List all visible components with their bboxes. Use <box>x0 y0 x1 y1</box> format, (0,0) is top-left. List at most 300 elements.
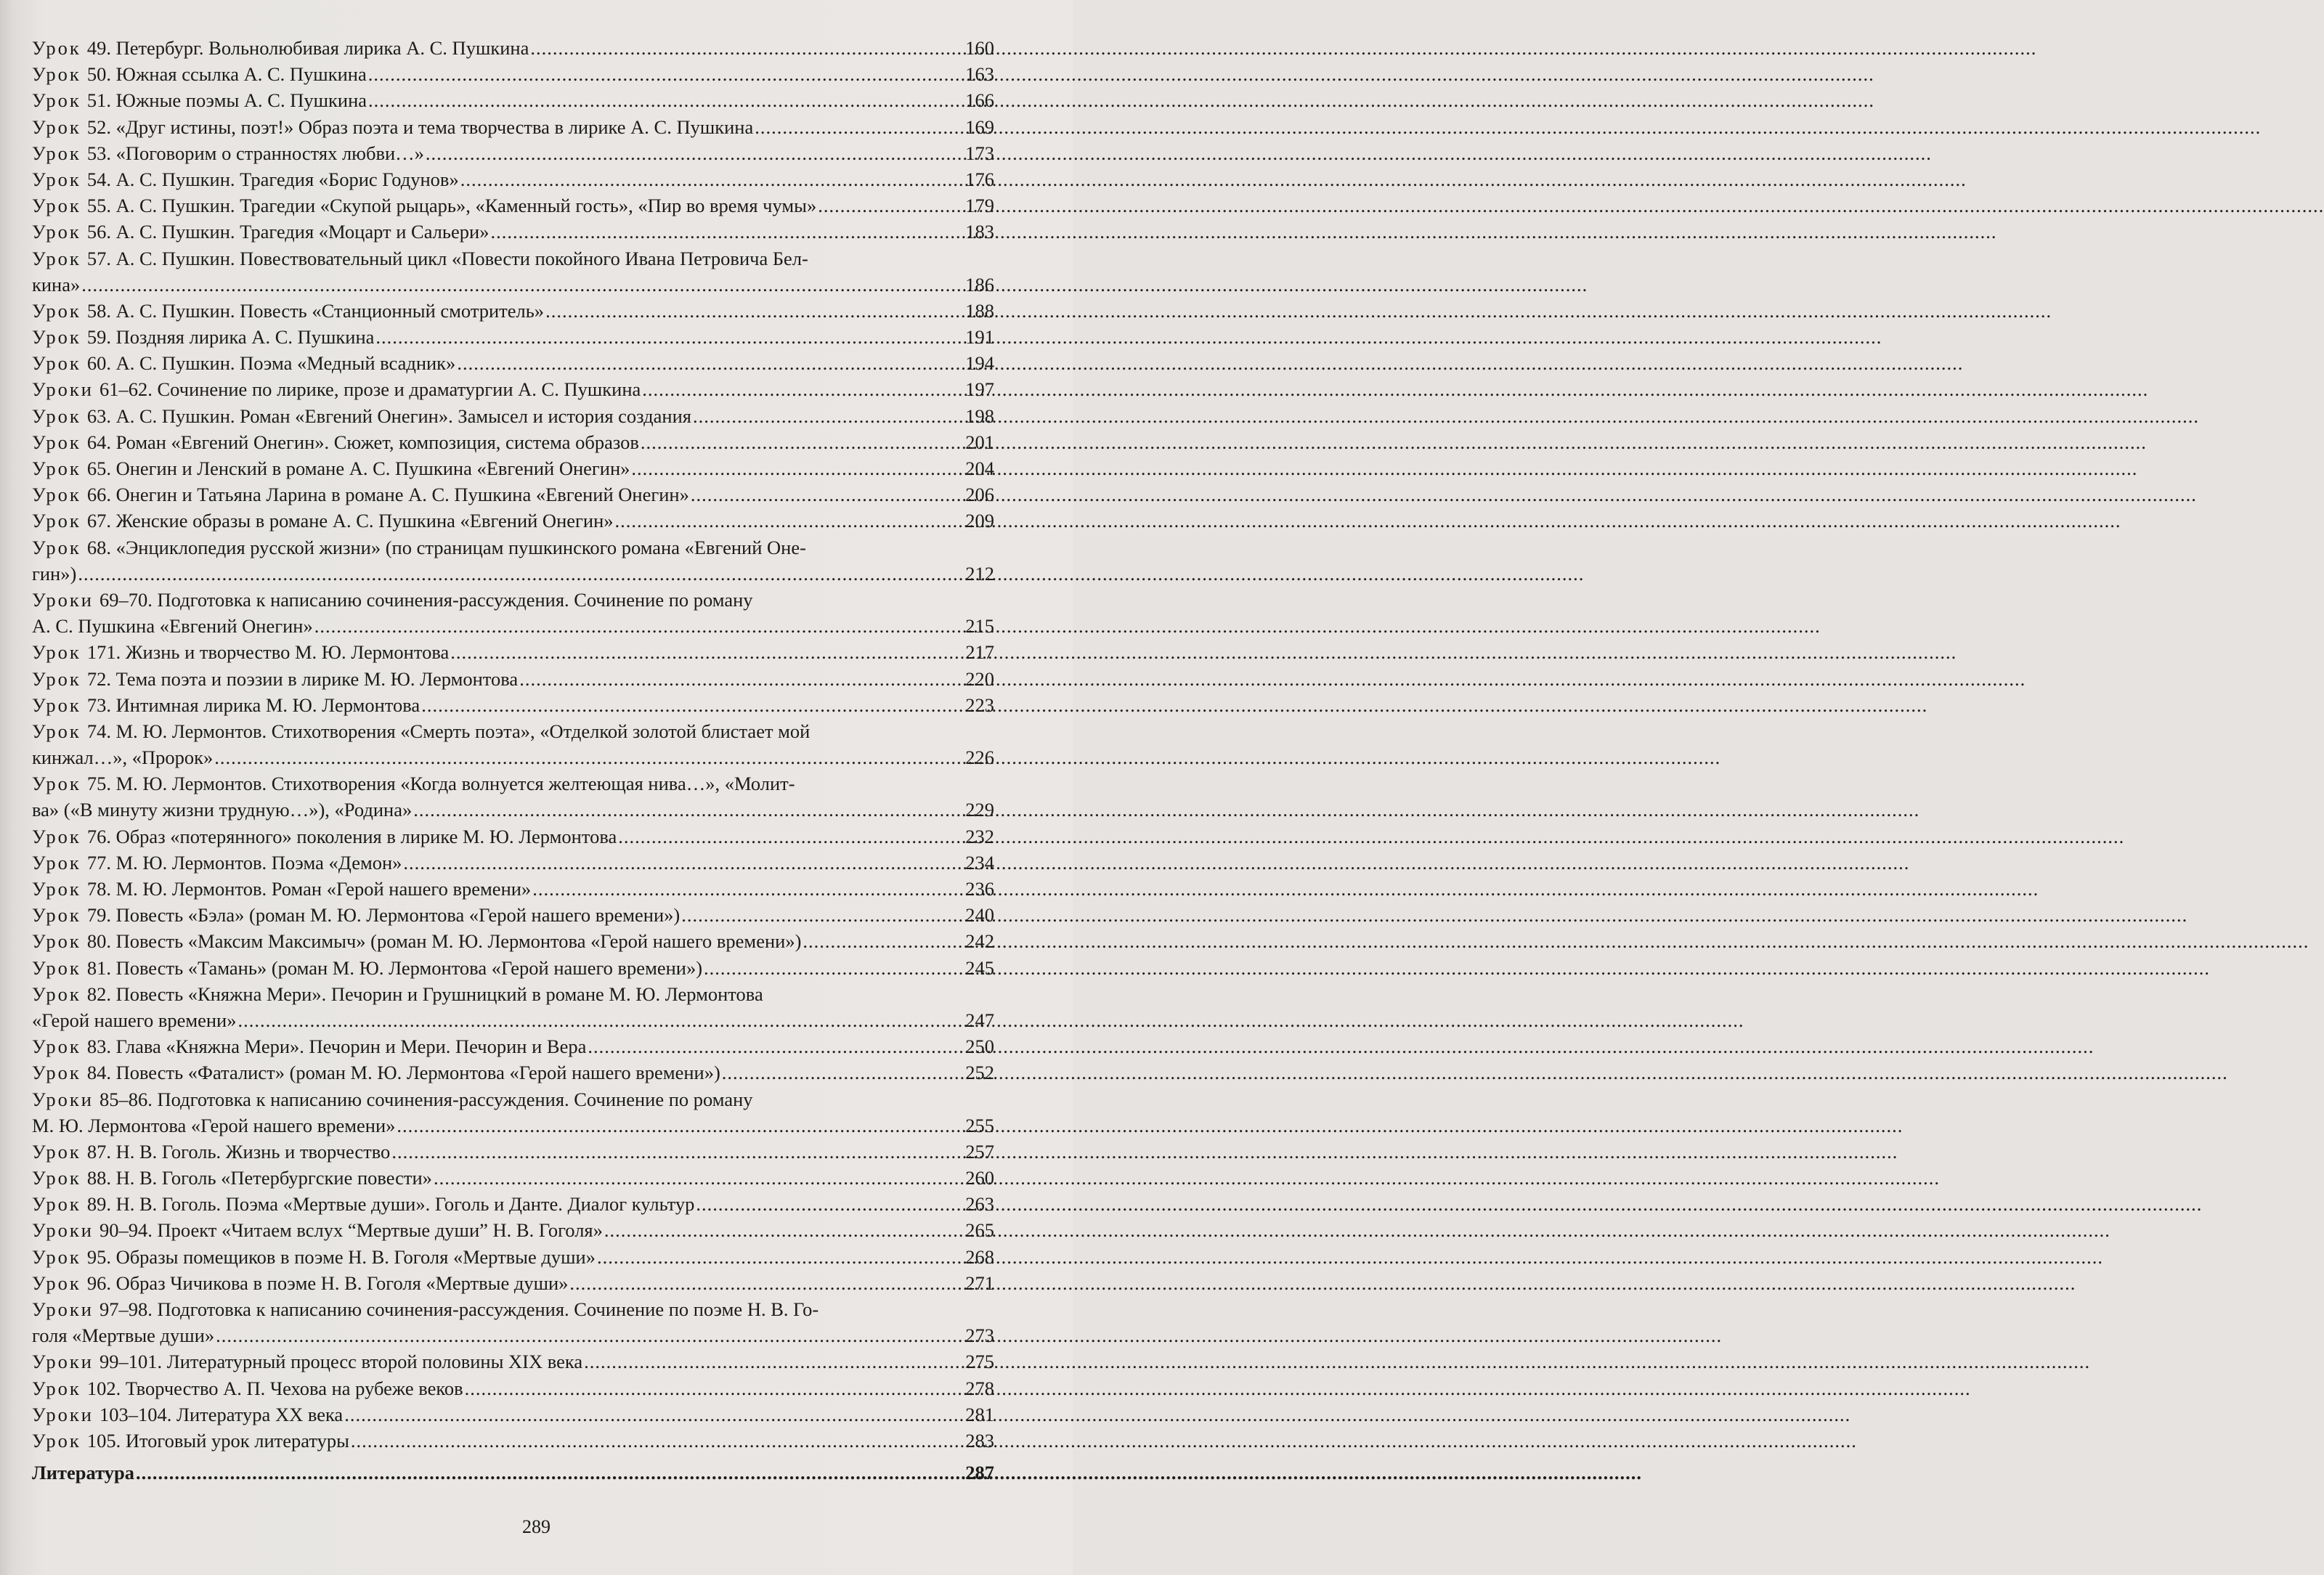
toc-entry-page: 198 <box>965 404 994 427</box>
toc-entry-label: Урок <box>32 404 81 427</box>
toc-entry <box>32 219 994 245</box>
toc-leader-dots <box>532 876 964 902</box>
toc-entry-text <box>32 481 689 508</box>
toc-entry-title: 80. Повесть «Максим Максимыч» (роман М. Ю. Лермонтова «Герой нашего времени») <box>86 930 802 953</box>
toc-entry-title: 97–98. Подготовка к написанию сочинения-рассуждения. Сочинение по поэме Н. В. Го- <box>99 1298 819 1320</box>
toc-entry-label: Урок <box>32 1245 81 1268</box>
toc-leader-dots <box>450 639 964 665</box>
toc-entry <box>32 1165 994 1191</box>
toc-entry-text <box>32 1217 603 1243</box>
toc-leader-dots <box>545 298 964 324</box>
toc-leader-dots <box>238 1007 964 1033</box>
toc-entry-page: 240 <box>965 904 994 927</box>
toc-entry-title: 96. Образ Чичикова в поэме Н. В. Гоголя «Мертвые души» <box>86 1271 569 1294</box>
toc-entry-title: 61–62. Сочинение по лирике, прозе и драматургии А. С. Пушкина <box>99 378 641 401</box>
toc-entry-text <box>32 35 529 61</box>
toc-entry-label: Урок <box>32 720 81 742</box>
toc-entry-title: 52. «Друг истины, поэт!» Образ поэта и тема творчества в лирике А. С. Пушкина <box>86 115 754 138</box>
toc-entry-title: 77. М. Ю. Лермонтов. Поэма «Демон» <box>86 851 402 874</box>
toc-entry-text <box>32 245 994 272</box>
toc-entry-page: 191 <box>965 326 994 349</box>
toc-entry-title: 82. Повесть «Княжна Мери». Печорин и Грушницкий в романе М. Ю. Лермонтова <box>86 982 763 1005</box>
toc-entry-text <box>32 770 994 797</box>
toc-leader-dots <box>597 1244 964 1270</box>
toc-leader-dots <box>413 797 964 823</box>
toc-entry <box>32 114 994 140</box>
toc-entry <box>32 376 994 402</box>
toc-entry-title: 85–86. Подготовка к написанию сочинения-рассуждения. Сочинение по роману <box>99 1088 753 1110</box>
toc-entry <box>32 534 994 561</box>
toc-leader-dots <box>588 1033 964 1059</box>
toc-leader-dots <box>397 1112 964 1139</box>
toc-entry-label: Урок <box>32 247 81 269</box>
toc-entry-title: 69–70. Подготовка к написанию сочинения-рассуждения. Сочинение по роману <box>99 588 753 611</box>
toc-entry-text <box>32 1086 994 1112</box>
toc-entry-label: Урок <box>32 195 81 217</box>
toc-entry-label: Урок <box>32 693 81 716</box>
toc-entry-title: кина» <box>32 273 81 296</box>
toc-entry-title: 54. А. С. Пушкин. Трагедия «Борис Годунов» <box>86 168 459 190</box>
toc-entry <box>32 403 994 429</box>
toc-leader-dots <box>368 87 964 113</box>
toc-leader-dots <box>81 272 964 298</box>
toc-entry-title: голя «Мертвые души» <box>32 1324 215 1347</box>
toc-entry-label: Урок <box>32 115 81 138</box>
toc-entry-text <box>32 902 680 928</box>
toc-entry-text <box>32 561 76 587</box>
toc-leader-dots <box>351 1428 964 1454</box>
toc-entry-text <box>32 429 639 455</box>
toc-entry <box>32 1112 994 1139</box>
toc-entry-text <box>32 692 420 718</box>
toc-entry-text <box>32 1007 237 1033</box>
toc-entry-text <box>32 1375 463 1401</box>
toc-entry-label: Урок <box>32 1140 81 1163</box>
toc-entry-text <box>32 272 80 298</box>
toc-leader-dots <box>421 692 964 718</box>
toc-entry <box>32 1296 994 1322</box>
toc-entry <box>32 508 994 534</box>
toc-entry <box>32 613 994 639</box>
toc-entry-title: 53. «Поговорим о странностях любви…» <box>86 142 424 164</box>
toc-entry-text <box>32 455 630 481</box>
toc-entry-label: Уроки <box>32 1219 94 1242</box>
toc-entry-page: 173 <box>965 142 994 164</box>
toc-leader-dots <box>344 1401 964 1428</box>
toc-entry-page: 242 <box>965 930 994 953</box>
toc-entry-label: Урок <box>32 851 81 874</box>
toc-entry <box>32 455 994 481</box>
toc-entry-label: Урок <box>32 773 81 795</box>
toc-entry-label: Уроки <box>32 1088 94 1110</box>
toc-leader-dots <box>693 403 964 429</box>
toc-entry-title: 72. Тема поэта и поэзии в лирике М. Ю. Лермонтова <box>86 667 519 690</box>
toc-entry-text <box>32 850 402 876</box>
toc-leader-dots <box>216 1322 964 1348</box>
toc-entry-page: 201 <box>965 431 994 453</box>
toc-entry-page: 183 <box>965 221 994 243</box>
toc-entry <box>32 140 994 166</box>
toc-leader-dots <box>368 61 964 87</box>
toc-entry <box>32 429 994 455</box>
toc-entry-page: 265 <box>965 1219 994 1242</box>
toc-leader-dots <box>434 1165 964 1191</box>
toc-entry <box>32 1270 994 1296</box>
toc-entry-title: 58. А. С. Пушкин. Повесть «Станционный смотритель» <box>86 299 545 322</box>
toc-entry-title: 60. А. С. Пушкин. Поэма «Медный всадник» <box>86 352 456 375</box>
toc-entry-page: 194 <box>965 352 994 375</box>
toc-leader-dots <box>641 429 964 455</box>
toc-entry-page: 283 <box>965 1429 994 1452</box>
toc-entry-text <box>32 718 994 744</box>
toc-entry-label: Урок <box>32 510 81 532</box>
toc-entry-title: 50. Южная ссылка А. С. Пушкина <box>86 63 367 86</box>
toc-entry-text <box>32 981 994 1007</box>
toc-entry-text <box>32 61 367 87</box>
toc-entry-text <box>32 823 617 850</box>
toc-entry-page: 197 <box>965 378 994 401</box>
toc-entry-text <box>32 376 641 402</box>
toc-leader-dots <box>375 324 964 350</box>
toc-entry-page: 271 <box>965 1271 994 1294</box>
toc-entry-page: 281 <box>965 1403 994 1425</box>
toc-entry-page: 260 <box>965 1167 994 1189</box>
toc-entry-text <box>32 350 455 376</box>
toc-entry <box>32 87 994 113</box>
toc-leader-dots <box>722 1059 964 1086</box>
toc-entry-text <box>32 1270 568 1296</box>
toc-leader-dots <box>642 376 964 402</box>
toc-leader-dots <box>465 1375 964 1401</box>
toc-entry-text <box>32 797 412 823</box>
toc-entry-text <box>32 876 531 902</box>
toc-entry-page: 229 <box>965 799 994 821</box>
toc-entry-title: 83. Глава «Княжна Мери». Печорин и Мери. Печорин и Вера <box>86 1035 587 1058</box>
toc-entry <box>32 902 994 928</box>
toc-entry-title: 81. Повесть «Тамань» (роман М. Ю. Лермонтова «Герой нашего времени») <box>86 956 703 979</box>
toc-entry-text <box>32 1191 694 1217</box>
toc-entry-page: 212 <box>965 562 994 585</box>
toc-entry-page: 179 <box>965 195 994 217</box>
toc-entry <box>32 481 994 508</box>
toc-entry-page: 163 <box>965 63 994 86</box>
toc-leader-dots <box>569 1270 964 1296</box>
toc-entry-text <box>32 1112 395 1139</box>
toc-entry <box>32 1375 994 1401</box>
toc-entry-page: 223 <box>965 693 994 716</box>
toc-leader-dots <box>403 850 964 876</box>
toc-entry-label: Урок <box>32 299 81 322</box>
toc-entry <box>32 350 994 376</box>
toc-entry-label: Урок <box>32 326 81 349</box>
toc-entry <box>32 166 994 192</box>
toc-entry <box>32 692 994 718</box>
table-of-contents <box>32 35 994 1486</box>
toc-entry-title: 79. Повесть «Бэла» (роман М. Ю. Лермонтова «Герой нашего времени») <box>86 904 680 927</box>
toc-leader-dots <box>136 1460 964 1486</box>
toc-entry-label: Урок <box>32 168 81 190</box>
toc-entry-label: Урок <box>32 641 81 664</box>
toc-entry <box>32 324 994 350</box>
toc-entry-title: 90–94. Проект «Читаем вслух “Мертвые души” Н. В. Гоголя» <box>99 1219 603 1242</box>
toc-leader-dots <box>314 613 964 639</box>
toc-entry-text <box>32 613 313 639</box>
toc-entry-label: Урок <box>32 457 81 479</box>
toc-entry-label: Урок <box>32 956 81 979</box>
toc-entry-title: 78. М. Ю. Лермонтов. Роман «Герой нашего времени» <box>86 878 532 900</box>
toc-entry-label: Урок <box>32 1167 81 1189</box>
toc-entry-text <box>32 744 213 770</box>
toc-entry-page: 250 <box>965 1035 994 1058</box>
toc-entry-label: Урок <box>32 930 81 953</box>
toc-entry <box>32 955 994 981</box>
toc-entry-label: Урок <box>32 89 81 112</box>
toc-entry-label: Урок <box>32 982 81 1005</box>
toc-entry-text <box>32 1165 432 1191</box>
toc-entry-page: 188 <box>965 299 994 322</box>
toc-entry-page: 247 <box>965 1009 994 1031</box>
toc-entry-title: 171. Жизнь и творчество М. Ю. Лермонтова <box>86 641 450 664</box>
toc-entry <box>32 876 994 902</box>
toc-entry-label: Урок <box>32 1271 81 1294</box>
toc-entry-title: 59. Поздняя лирика А. С. Пушкина <box>86 326 375 349</box>
toc-entry <box>32 1191 994 1217</box>
toc-leader-dots <box>696 1191 964 1217</box>
toc-entry-title: 49. Петербург. Вольнолюбивая лирика А. С. Пушкина <box>86 37 529 59</box>
toc-entry-title: 63. А. С. Пушкин. Роман «Евгений Онегин». Замысел и история создания <box>86 404 691 427</box>
toc-entry-page: 234 <box>965 851 994 874</box>
toc-entry-page: 273 <box>965 1324 994 1347</box>
toc-entry <box>32 587 994 613</box>
toc-entry-title: 66. Онегин и Татьяна Ларина в романе А. С. Пушкина «Евгений Онегин» <box>86 484 689 506</box>
toc-leader-dots <box>426 140 964 166</box>
toc-entry-title: 73. Интимная лирика М. Ю. Лермонтова <box>86 693 420 716</box>
toc-entry <box>32 1244 994 1270</box>
toc-entry <box>32 1139 994 1165</box>
toc-entry-title: 55. А. С. Пушкин. Трагедии «Скупой рыцарь», «Каменный гость», «Пир во время чумы» <box>86 195 817 217</box>
toc-entry-page: 215 <box>965 615 994 638</box>
toc-entry-text <box>32 1401 343 1428</box>
toc-entry <box>32 981 994 1007</box>
toc-entry-text <box>32 403 691 429</box>
toc-leader-dots <box>460 166 964 192</box>
toc-entry-title: 103–104. Литература XX века <box>99 1403 344 1425</box>
toc-entry <box>32 35 994 61</box>
toc-entry-label: Урок <box>32 536 81 558</box>
toc-entry <box>32 561 994 587</box>
toc-entry-page: 255 <box>965 1114 994 1136</box>
toc-leader-dots <box>490 219 964 245</box>
toc-entry-label: Урок <box>32 484 81 506</box>
toc-entry-title: ва» («В минуту жизни трудную…»), «Родина» <box>32 799 413 821</box>
toc-entry-title: 68. «Энциклопедия русской жизни» (по страницам пушкинского романа «Евгений Оне- <box>86 536 806 558</box>
toc-entry <box>32 1007 994 1033</box>
toc-entry-title: 75. М. Ю. Лермонтов. Стихотворения «Когда волнуется желтеющая нива…», «Молит- <box>86 773 795 795</box>
toc-entry-label: Урок <box>32 142 81 164</box>
toc-entry-label: Урок <box>32 431 81 453</box>
page-number: 289 <box>522 1516 550 1537</box>
toc-entry-label: Урок <box>32 1193 81 1216</box>
toc-leader-dots <box>631 455 964 481</box>
toc-entry <box>32 1033 994 1059</box>
toc-entry-text <box>32 166 459 192</box>
toc-leader-dots <box>391 1139 964 1165</box>
toc-entry <box>32 1217 994 1243</box>
toc-leader-dots <box>615 508 964 534</box>
toc-leader-dots <box>755 114 964 140</box>
toc-entry-label: Урок <box>32 221 81 243</box>
toc-entry <box>32 192 994 219</box>
toc-entry-page: 220 <box>965 667 994 690</box>
toc-entry <box>32 1401 994 1428</box>
toc-leader-dots <box>78 561 964 587</box>
toc-entry-text <box>32 1348 582 1375</box>
toc-entry-text <box>32 928 801 954</box>
toc-entry-page: 217 <box>965 641 994 664</box>
toc-leader-dots <box>604 1217 964 1243</box>
toc-literature-entry <box>32 1460 994 1486</box>
toc-entry-title: Литература <box>32 1462 135 1484</box>
toc-entry <box>32 850 994 876</box>
toc-entry <box>32 770 994 797</box>
toc-entry-page: 204 <box>965 457 994 479</box>
toc-entry-title: 76. Образ «потерянного» поколения в лирике М. Ю. Лермонтова <box>86 825 617 847</box>
toc-entry-text <box>32 1428 349 1454</box>
toc-entry-title: 105. Итоговый урок литературы <box>86 1429 349 1452</box>
toc-entry-label: Урок <box>32 1429 81 1452</box>
toc-entry-title: 88. Н. В. Гоголь «Петербургские повести» <box>86 1167 432 1189</box>
toc-entry <box>32 823 994 850</box>
toc-entry-text <box>32 324 374 350</box>
toc-entry-title: 64. Роман «Евгений Онегин». Сюжет, композиция, система образов <box>86 431 639 453</box>
toc-entry-title: 74. М. Ю. Лермонтов. Стихотворения «Смерть поэта», «Отделкой золотой блистает мой <box>86 720 810 742</box>
toc-entry-text <box>32 192 816 219</box>
toc-entry-page: 186 <box>965 273 994 296</box>
toc-entry-title: 87. Н. В. Гоголь. Жизнь и творчество <box>86 1140 391 1163</box>
toc-entry-text <box>32 1460 134 1486</box>
toc-entry-label: Уроки <box>32 1351 94 1373</box>
toc-entry-title: 51. Южные поэмы А. С. Пушкина <box>86 89 367 112</box>
toc-entry-text <box>32 1244 596 1270</box>
toc-leader-dots <box>618 823 964 850</box>
toc-leader-dots <box>457 350 964 376</box>
toc-entry-title: 95. Образы помещиков в поэме Н. В. Гоголя «Мертвые души» <box>86 1245 596 1268</box>
toc-entry-label: Уроки <box>32 1403 94 1425</box>
toc-entry-page: 206 <box>965 484 994 506</box>
toc-leader-dots <box>584 1348 964 1375</box>
toc-entry <box>32 1086 994 1112</box>
toc-entry-title: М. Ю. Лермонтова «Герой нашего времени» <box>32 1114 396 1136</box>
toc-leader-dots <box>704 955 964 981</box>
toc-leader-dots <box>681 902 964 928</box>
toc-entry-page: 287 <box>965 1462 994 1484</box>
toc-entry <box>32 61 994 87</box>
toc-entry-page: 160 <box>965 37 994 59</box>
toc-entry-title: 65. Онегин и Ленский в романе А. С. Пушкина «Евгений Онегин» <box>86 457 630 479</box>
toc-entry <box>32 666 994 692</box>
toc-entry-label: Уроки <box>32 1298 94 1320</box>
toc-entry-text <box>32 87 367 113</box>
toc-entry-page: 236 <box>965 878 994 900</box>
toc-entry-label: Урок <box>32 37 81 59</box>
toc-entry <box>32 298 994 324</box>
toc-entry <box>32 718 994 744</box>
toc-entry <box>32 797 994 823</box>
toc-leader-dots <box>691 481 964 508</box>
toc-entry-label: Урок <box>32 1035 81 1058</box>
toc-entry <box>32 639 994 665</box>
toc-entry-label: Урок <box>32 1062 81 1084</box>
toc-entry <box>32 1322 994 1348</box>
toc-leader-dots <box>519 666 964 692</box>
toc-entry-label: Урок <box>32 878 81 900</box>
toc-entry-title: 89. Н. В. Гоголь. Поэма «Мертвые души». Гоголь и Данте. Диалог культур <box>86 1193 695 1216</box>
toc-entry-label: Урок <box>32 1377 81 1399</box>
toc-entry-label: Уроки <box>32 588 94 611</box>
toc-entry-text <box>32 534 994 561</box>
toc-entry-text <box>32 508 614 534</box>
toc-entry-page: 268 <box>965 1245 994 1268</box>
toc-entry-text <box>32 219 489 245</box>
toc-entry <box>32 272 994 298</box>
toc-entry <box>32 928 994 954</box>
toc-entry-text <box>32 1322 214 1348</box>
toc-entry-text <box>32 1296 994 1322</box>
toc-leader-dots <box>214 744 964 770</box>
toc-entry-title: 56. А. С. Пушкин. Трагедия «Моцарт и Сальери» <box>86 221 489 243</box>
toc-entry-title: 57. А. С. Пушкин. Повествовательный цикл «Повести покойного Ивана Петровича Бел- <box>86 247 808 269</box>
toc-entry-page: 176 <box>965 168 994 190</box>
toc-entry-title: А. С. Пушкина «Евгений Онегин» <box>32 615 313 638</box>
toc-entry-label: Урок <box>32 904 81 927</box>
toc-entry-title: кинжал…», «Пророк» <box>32 746 214 769</box>
toc-entry-page: 169 <box>965 115 994 138</box>
toc-entry <box>32 744 994 770</box>
toc-entry-text <box>32 1139 390 1165</box>
toc-entry-label: Урок <box>32 825 81 847</box>
toc-entry-page: 263 <box>965 1193 994 1216</box>
toc-leader-dots <box>803 928 964 954</box>
toc-entry-text <box>32 666 518 692</box>
toc-entry-text <box>32 114 753 140</box>
toc-entry-page: 209 <box>965 510 994 532</box>
toc-entry-text <box>32 1033 586 1059</box>
toc-entry-label: Уроки <box>32 378 94 401</box>
toc-entry-page: 226 <box>965 746 994 769</box>
toc-entry-label: Урок <box>32 352 81 375</box>
toc-entry-title: 102. Творчество А. П. Чехова на рубеже веков <box>86 1377 463 1399</box>
toc-entry-title: 99–101. Литературный процесс второй половины XIX века <box>99 1351 583 1373</box>
toc-entry-text <box>32 1059 720 1086</box>
toc-entry-page: 275 <box>965 1351 994 1373</box>
toc-entry <box>32 1348 994 1375</box>
toc-entry-title: гин») <box>32 562 77 585</box>
toc-entry-page: 257 <box>965 1140 994 1163</box>
toc-entry <box>32 245 994 272</box>
book-page <box>0 0 1073 1575</box>
toc-entry-text <box>32 587 994 613</box>
toc-entry-title: «Герой нашего времени» <box>32 1009 237 1031</box>
toc-entry-text <box>32 140 424 166</box>
toc-leader-dots <box>818 192 964 219</box>
toc-entry <box>32 1059 994 1086</box>
toc-entry-page: 166 <box>965 89 994 112</box>
toc-entry-page: 232 <box>965 825 994 847</box>
toc-entry-text <box>32 955 702 981</box>
toc-entry-text <box>32 639 449 665</box>
toc-entry-text <box>32 298 544 324</box>
toc-entry-page: 245 <box>965 956 994 979</box>
